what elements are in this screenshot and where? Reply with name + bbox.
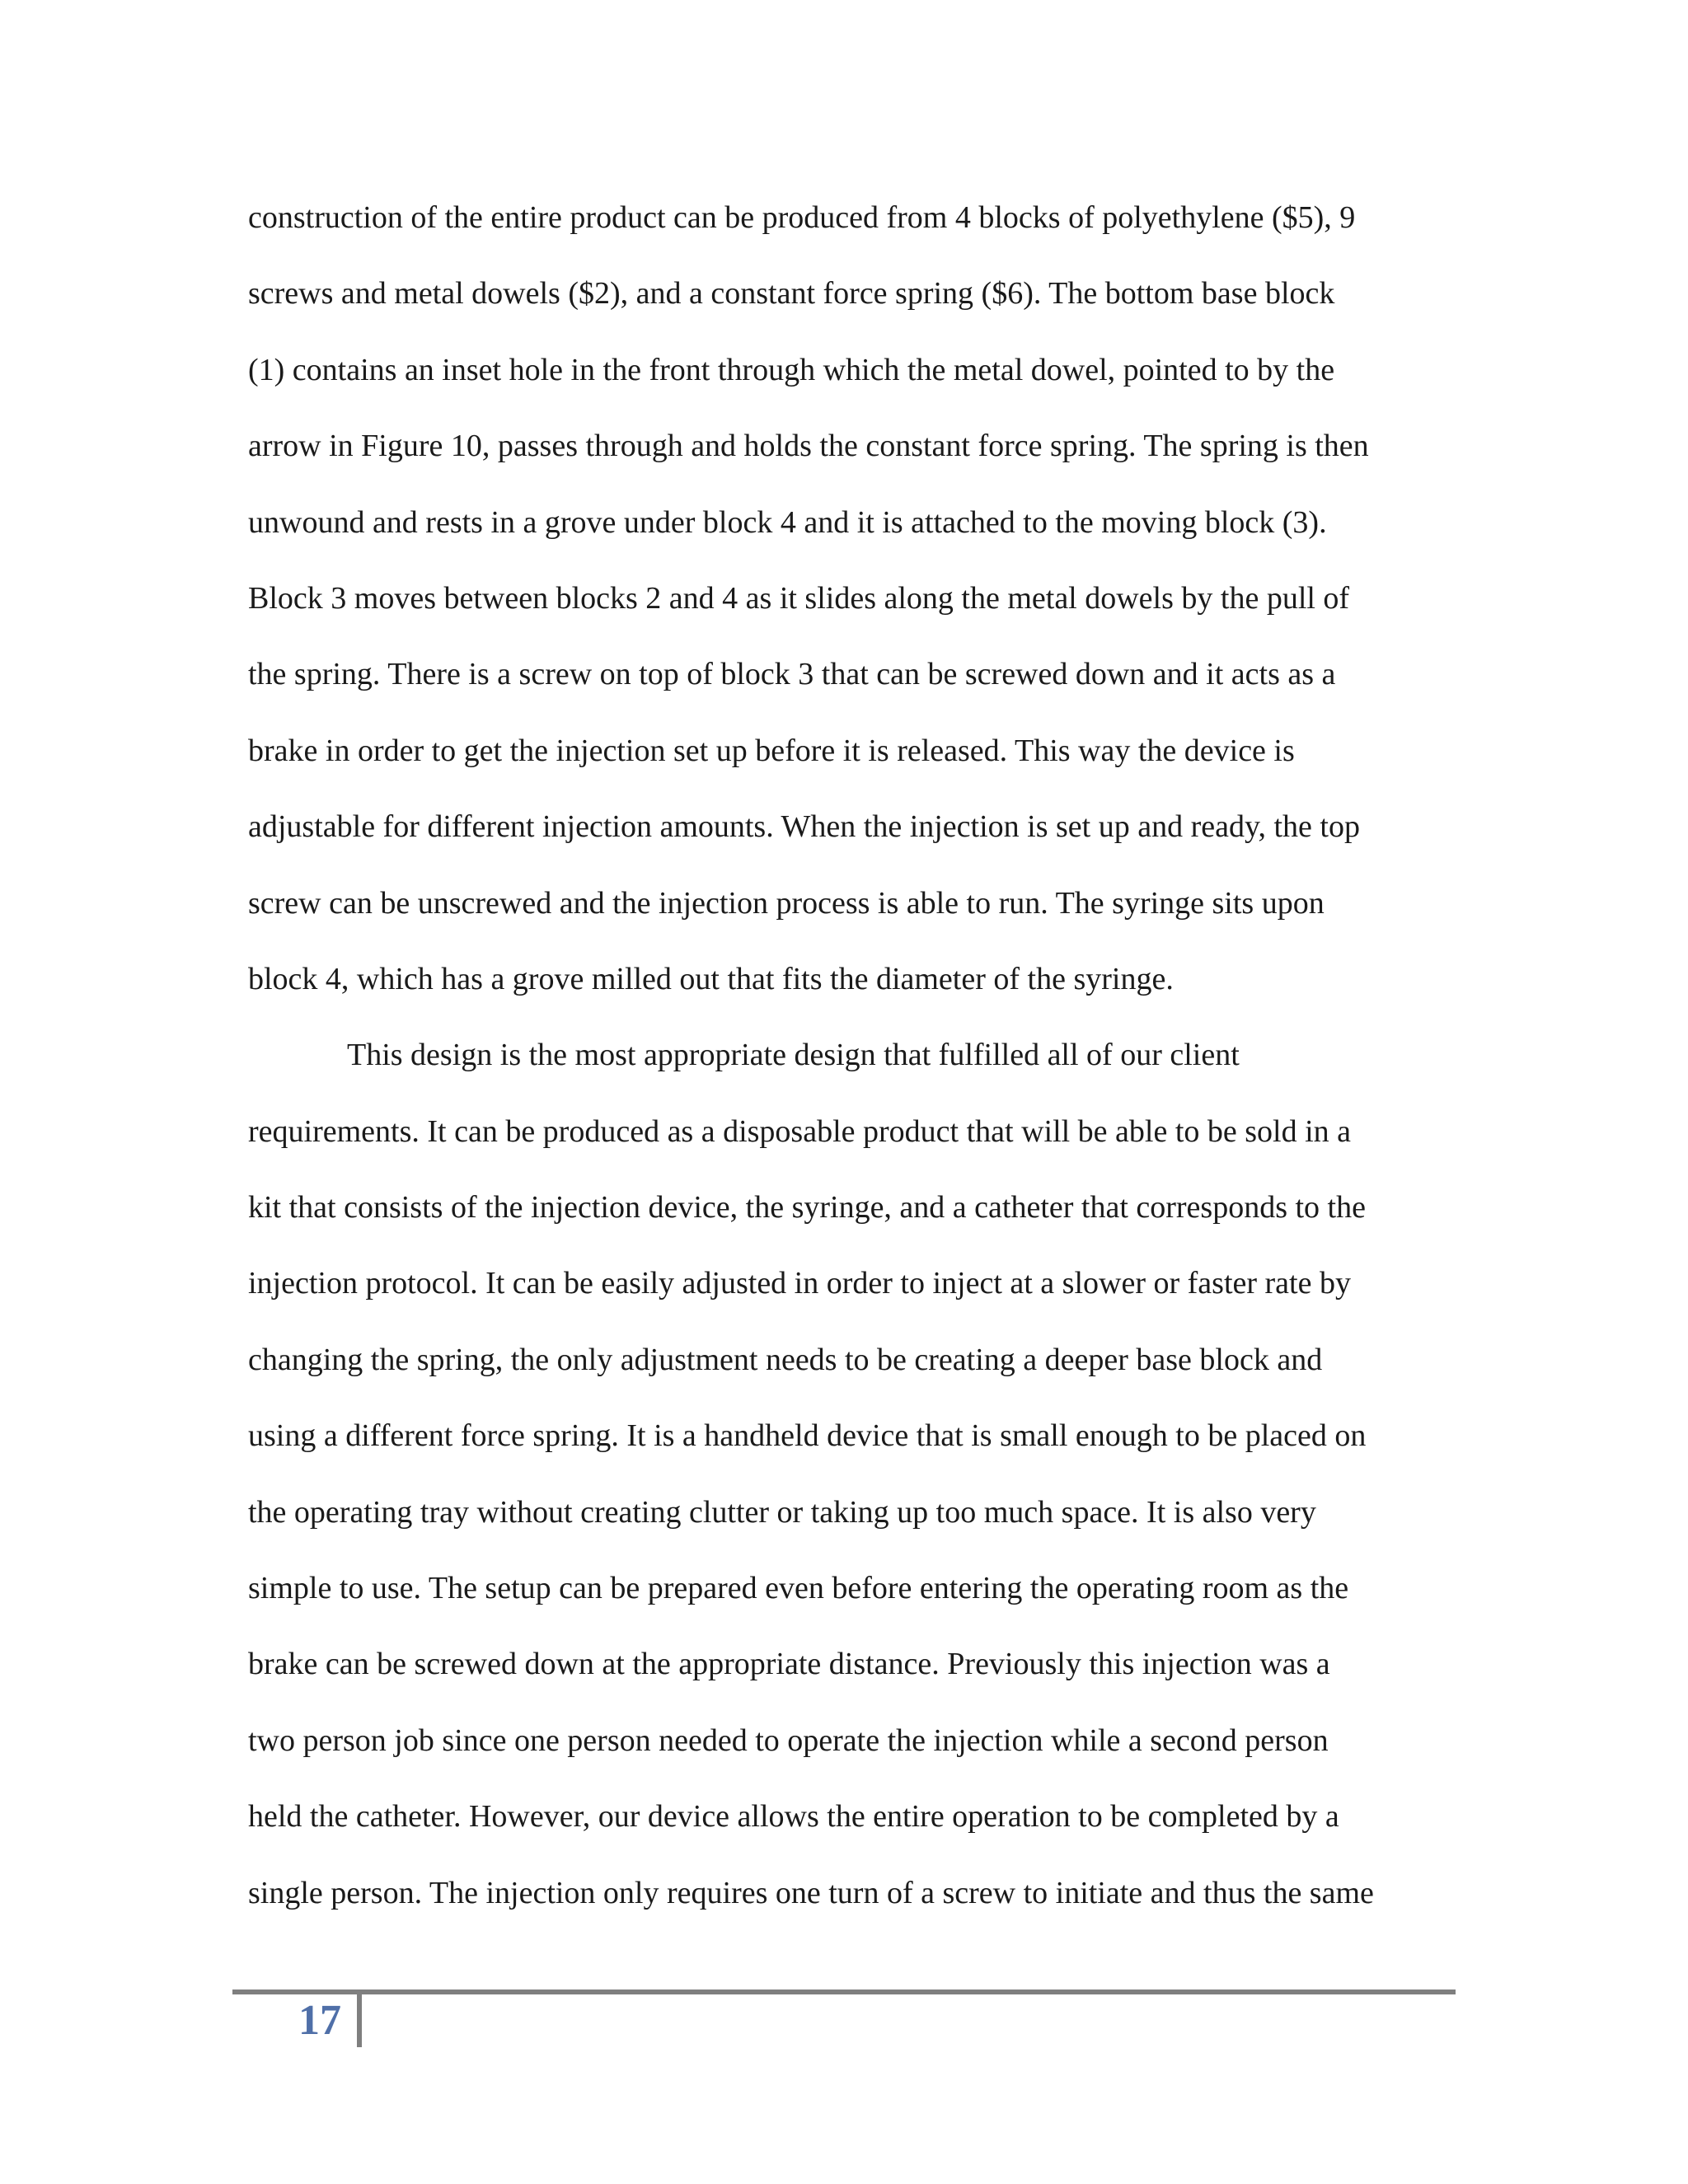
text-line: kit that consists of the injection device, the syringe, and a catheter that corresponds to the bbox=[248, 1190, 1366, 1226]
text-line: Block 3 moves between blocks 2 and 4 as it slides along the metal dowels by the pull of bbox=[248, 580, 1350, 616]
text-line: brake can be screwed down at the appropriate distance. Previously this injection was a bbox=[248, 1647, 1330, 1682]
text-line: construction of the entire product can be produced from 4 blocks of polyethylene ($5), 9 bbox=[248, 200, 1356, 235]
text-line: unwound and rests in a grove under block 4 and it is attached to the moving block (3). bbox=[248, 504, 1327, 540]
page-number: 17 bbox=[298, 1997, 341, 2044]
text-line: (1) contains an inset hole in the front through which the metal dowel, pointed to by the bbox=[248, 352, 1335, 387]
text-line: held the catheter. However, our device allows the entire operation to be completed by a bbox=[248, 1799, 1339, 1835]
text-line: block 4, which has a grove milled out that fits the diameter of the syringe. bbox=[248, 961, 1174, 996]
text-line: two person job since one person needed to operate the injection while a second person bbox=[248, 1722, 1329, 1758]
text-line: injection protocol. It can be easily adjusted in order to inject at a slower or faster rate by bbox=[248, 1266, 1351, 1301]
text-line: requirements. It can be produced as a disposable product that will be able to be sold in a bbox=[248, 1113, 1352, 1149]
text-line: brake in order to get the injection set up before it is released. This way the device is bbox=[248, 733, 1295, 768]
footer-divider bbox=[357, 1994, 362, 2047]
paragraph-first-line: This design is the most appropriate design that fulfilled all of our client bbox=[347, 1038, 1240, 1073]
text-line: arrow in Figure 10, passes through and holds the constant force spring. The spring is then bbox=[248, 429, 1369, 464]
text-line: simple to use. The setup can be prepared even before entering the operating room as the bbox=[248, 1571, 1349, 1606]
text-line: using a different force spring. It is a handheld device that is small enough to be placed on bbox=[248, 1418, 1367, 1454]
text-line: single person. The injection only requires one turn of a screw to initiate and thus the same bbox=[248, 1875, 1374, 1910]
text-line: the spring. There is a screw on top of block 3 that can be screwed down and it acts as a bbox=[248, 657, 1336, 692]
text-line: screw can be unscrewed and the injection process is able to run. The syringe sits upon bbox=[248, 885, 1325, 921]
text-line: adjustable for different injection amounts. When the injection is set up and ready, the top bbox=[248, 809, 1360, 845]
text-line: the operating tray without creating clutter or taking up too much space. It is also very bbox=[248, 1494, 1316, 1530]
body-text bbox=[248, 193, 1451, 1944]
footer-rule bbox=[232, 1990, 1456, 1994]
text-line: changing the spring, the only adjustment needs to be creating a deeper base block and bbox=[248, 1342, 1323, 1377]
text-line: screws and metal dowels ($2), and a constant force spring ($6). The bottom base block bbox=[248, 276, 1335, 312]
